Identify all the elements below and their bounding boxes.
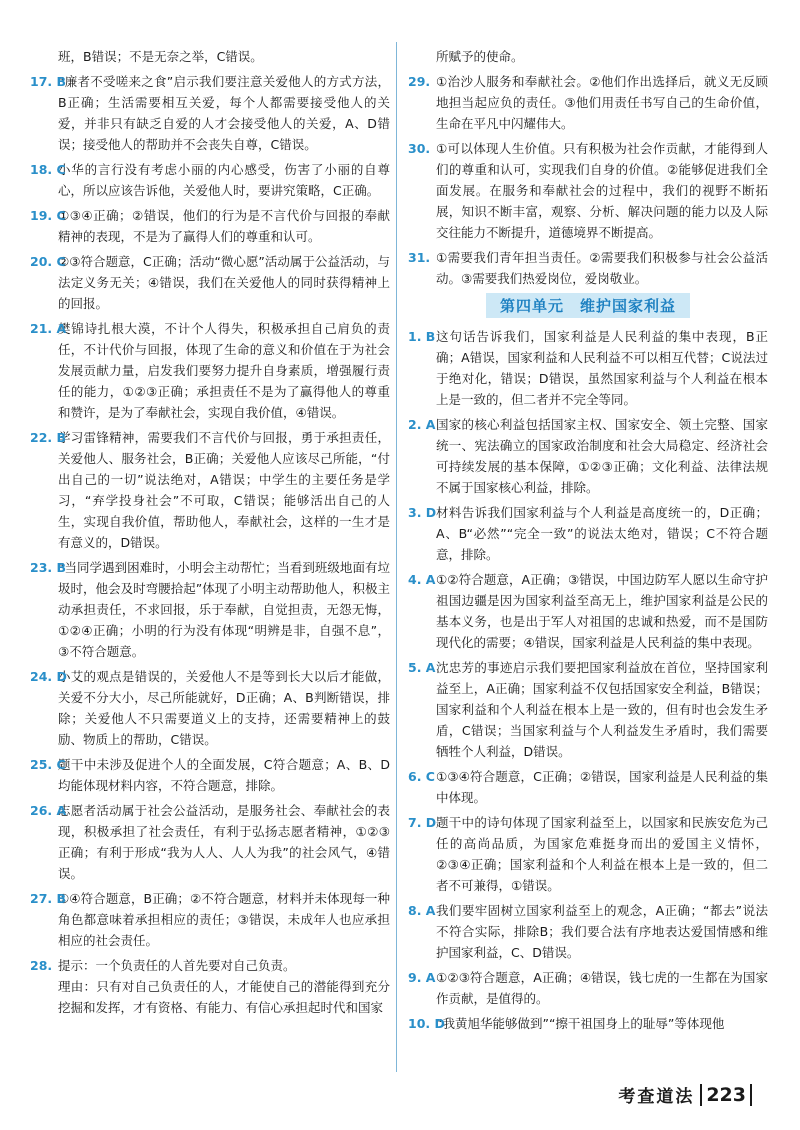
answer-text: ①②符合题意，A正确；③错误，中国边防军人愿以生命守护祖国边疆是因为国家利益至高无上，维护国家利益是公民的基本义务，也是出于军人对祖国的忠诚和热爱，而不是国防现代化的需要；④错误，国家利益是人民利益的集中表现。 (436, 572, 768, 650)
answer-text: 这句话告诉我们，国家利益是人民利益的集中表现，B正确；A错误，国家利益和人民利益不可以相互代替；C说法过于绝对化，错误；D错误，虽然国家利益与个人利益在根本上是一致的，但二者并不完全等同。 (436, 329, 768, 407)
answer-number: 28. (30, 958, 53, 973)
answer-item (408, 71, 768, 134)
answer-text: 学习雷锋精神，需要我们不言代价与回报，勇于承担责任，关爱他人、服务社会，B正确；关爱他人应该尽己所能，“付出自己的一切”说法绝对，A错误；中学生的主要任务是学习，“弃学投身社会”不可取，C错误；能够活出自己的人生，实现自我价值，帮助他人，奉献社会，这样的一生才是有意义的，D错误。 (58, 430, 390, 550)
answer-item (30, 976, 390, 1018)
answer-text: ①②③符合题意，A正确；④错误，钱七虎的一生都在为国家作贡献，是值得的。 (436, 970, 768, 1006)
answer-item (408, 247, 768, 289)
page-footer (618, 1082, 752, 1107)
unit-title: 第四单元 维护国家利益 (486, 293, 690, 318)
answer-item (408, 1013, 768, 1034)
answer-number: 5. A (408, 660, 436, 675)
answer-text: ①③④符合题意，C正确；②错误，国家利益是人民利益的集中体现。 (436, 769, 768, 805)
answer-text: ①治沙人服务和奉献社会。②他们作出选择后，就义无反顾地担当起应负的责任。③他们用责任书写自己的生命价值，生命在平凡中闪耀伟大。 (436, 74, 768, 131)
answer-number: 25. C (30, 757, 66, 772)
right-column (408, 46, 768, 1038)
answer-text: ①④符合题意，B正确；②不符合题意，材料并未体现每一种角色都意味着承担相应的责任；③错误，未成年人也应承担相应的社会责任。 (58, 891, 390, 948)
answer-text: 小艾的观点是错误的，关爱他人不是等到长大以后才能做，关爱不分大小，尽己所能就好，D正确；A、B判断错误，排除；关爱他人不只需要道义上的支持，还需要精神上的鼓励、物质上的帮助，C错误。 (58, 669, 390, 747)
left-column (30, 46, 390, 1022)
answer-item (408, 502, 768, 565)
answer-item (30, 71, 390, 155)
answer-text: 沈忠芳的事迹启示我们要把国家利益放在首位，坚持国家利益至上，A正确；国家利益不仅包括国家安全利益，B错误；国家利益和个人利益在根本上是一致的，但有时也会发生矛盾，C错误；当国家利益与个人利益发生矛盾时，我们需要牺牲个人利益，D错误。 (436, 660, 768, 759)
answer-item (408, 46, 768, 67)
answer-number: 27. B (30, 891, 67, 906)
answer-item (30, 666, 390, 750)
answer-item (30, 205, 390, 247)
answer-text: 樊锦诗扎根大漠，不计个人得失，积极承担自己肩负的责任，不计代价与回报，体现了生命的意义和价值在于为社会发展贡献力量，启发我们要努力提升自身素质，增强履行责任的能力，①②③正确；承担责任不是为了赢得他人的尊重和赞许，是为了奉献社会，实现自我价值，④错误。 (58, 321, 390, 420)
answer-text: 材料告诉我们国家利益与个人利益是高度统一的，D正确；A、B“必然”“完全一致”的说法太绝对，错误；C不符合题意，排除。 (436, 505, 768, 562)
answer-number: 7. D (408, 815, 437, 830)
answer-item (30, 46, 390, 67)
answer-item (30, 888, 390, 951)
page-number: 223 (700, 1084, 752, 1106)
answer-item (30, 159, 390, 201)
answer-text: 志愿者活动属于社会公益活动，是服务社会、奉献社会的表现，积极承担了社会责任，有利于弘扬志愿者精神，①②③正确；有利于形成“我为人人、人人为我”的社会风气，④错误。 (58, 803, 390, 881)
answer-text: “我黄旭华能够做到”“擦干祖国身上的耻辱”等体现他 (436, 1016, 725, 1031)
column-divider (396, 42, 397, 1072)
answer-text: 国家的核心利益包括国家主权、国家安全、领土完整、国家统一、宪法确立的国家政治制度和社会大局稳定、经济社会可持续发展的基本保障，①②③正确；文化利益、法律法规不属于国家核心利益，排除。 (436, 417, 768, 495)
answer-number: 22. B (30, 430, 67, 445)
answer-text: ①需要我们青年担当责任。②需要我们积极参与社会公益活动。③需要我们热爱岗位，爱岗敬业。 (436, 250, 768, 286)
answer-number: 23. B (30, 560, 67, 575)
answer-item (30, 800, 390, 884)
answer-item (408, 967, 768, 1009)
answer-text: 小华的言行没有考虑小丽的内心感受，伤害了小丽的自尊心，所以应该告诉他，关爱他人时，要讲究策略，C正确。 (58, 162, 390, 198)
footer-label: 考查道法 (618, 1087, 695, 1107)
answer-item (30, 557, 390, 662)
answer-number: 8. A (408, 903, 436, 918)
answer-number: 26. A (30, 803, 67, 818)
answer-number: 9. A (408, 970, 436, 985)
answer-number: 19. C (30, 208, 66, 223)
answer-text: “廉者不受嗟来之食”启示我们要注意关爱他人的方式方法，B正确；生活需要相互关爱，每个人都需要接受他人的关爱，并非只有缺乏自爱的人才会接受他人的关爱，A、D错误；接受他人的帮助并不会丧失自尊，C错误。 (58, 74, 390, 152)
answer-item (408, 138, 768, 243)
answer-number: 4. A (408, 572, 436, 587)
answer-item (408, 326, 768, 410)
answer-item (30, 251, 390, 314)
answer-text: 题干中的诗句体现了国家利益至上，以国家和民族安危为己任的高尚品质，为国家危难挺身而出的爱国主义情怀，②③④正确；国家利益和个人利益在根本上是一致的，但二者不可兼得，①错误。 (436, 815, 768, 893)
answer-text: 提示：一个负责任的人首先要对自己负责。 (58, 958, 296, 973)
answer-text: ①可以体现人生价值。只有积极为社会作贡献，才能得到人们的尊重和认可，实现我们自身的价值。②能够促进我们全面发展。在服务和奉献社会的过程中，我们的视野不断拓展，知识不断丰富，观察、分析、解决问题的能力以及人际交往能力不断提升，道德境界不断提高。 (436, 141, 768, 240)
answer-item (408, 766, 768, 808)
answer-number: 6. C (408, 769, 435, 784)
answer-text: 班，B错误；不是无奈之举，C错误。 (58, 49, 263, 64)
answer-text: 理由：只有对自己负责任的人，才能使自己的潜能得到充分挖掘和发挥，才有资格、有能力、有信心承担起时代和国家 (58, 979, 390, 1015)
answer-item (408, 812, 768, 896)
answer-number: 24. D (30, 669, 67, 684)
answer-item (30, 955, 390, 976)
answer-item (408, 569, 768, 653)
answer-number: 30. (408, 141, 431, 156)
answer-item (408, 414, 768, 498)
answer-text: 题干中未涉及促进个人的全面发展，C符合题意；A、B、D均能体现材料内容，不符合题意，排除。 (58, 757, 390, 793)
answer-text: ①③④正确；②错误，他们的行为是不言代价与回报的奉献精神的表现，不是为了赢得人们的尊重和认可。 (58, 208, 390, 244)
answer-text: 我们要牢固树立国家利益至上的观念，A正确；“都去”说法不符合实际，排除B；我们要合法有序地表达爱国情感和维护国家利益，C、D错误。 (436, 903, 768, 960)
answer-number: 21. A (30, 321, 67, 336)
answer-item (408, 657, 768, 762)
answer-number: 17. B (30, 74, 67, 89)
answer-item (408, 900, 768, 963)
answer-item (30, 754, 390, 796)
answer-number: 2. A (408, 417, 436, 432)
answer-text: “当同学遇到困难时，小明会主动帮忙；当看到班级地面有垃圾时，他会及时弯腰拾起”体现了小明主动帮助他人，积极主动承担责任，不求回报，乐于奉献，自觉担责，无怨无悔，①②④正确；小明的行为没有体现“明辨是非，自强不息”，③不符合题意。 (58, 560, 390, 659)
unit-heading (408, 293, 768, 318)
answer-number: 10. D (408, 1016, 445, 1031)
answer-number: 20. C (30, 254, 66, 269)
answer-text: ②③符合题意，C正确；活动“微心愿”活动属于公益活动，与法定义务无关；④错误，我们在关爱他人的同时获得精神上的回报。 (58, 254, 390, 311)
answer-number: 31. (408, 250, 431, 265)
answer-item (30, 318, 390, 423)
answer-number: 3. D (408, 505, 437, 520)
answer-number: 29. (408, 74, 431, 89)
answer-item (30, 427, 390, 553)
answer-number: 1. B (408, 329, 436, 344)
answer-text: 所赋予的使命。 (436, 49, 524, 64)
answer-number: 18. C (30, 162, 66, 177)
